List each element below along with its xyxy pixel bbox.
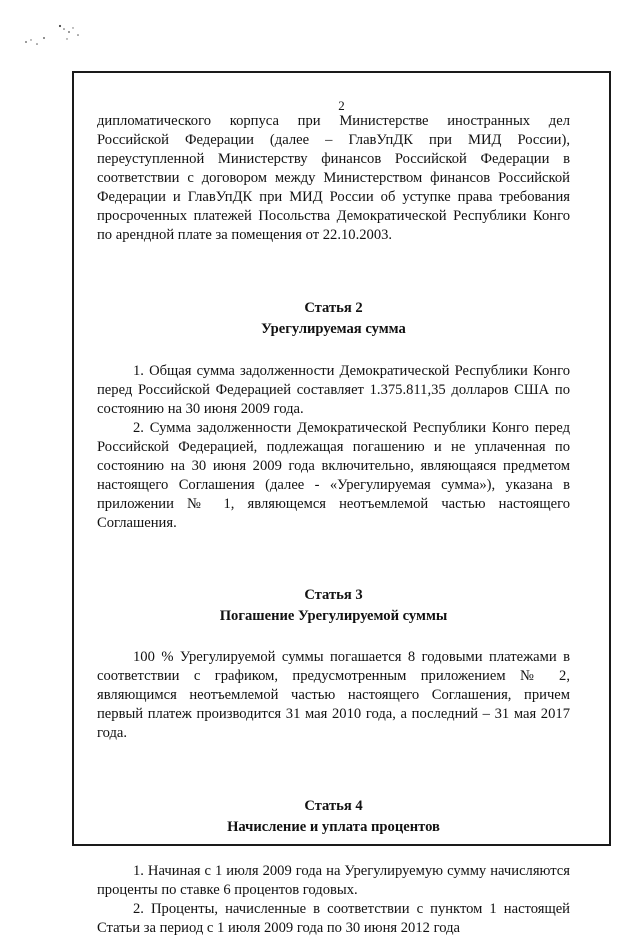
intro-paragraph: дипломатического корпуса при Министерстве иностранных дел Российской Федерации (далее – ГлавУпДК при МИД России), переуступленной Министерству финансов Российской Федерации в соответствии с договором между Министерством финансов Российской Федерации и ГлавУпДК при МИД России об уступке права требования просроченных платежей Посольства Демократической Республики Конго по арендной плате за помещения от 22.10.2003. (97, 113, 570, 243)
article-4-paragraph-1: 1. Начиная с 1 июля 2009 года на Урегулируемую сумму начисляются проценты по ставке 6 процентов годовых. (97, 863, 570, 898)
scan-noise-marks (22, 20, 92, 50)
article-2-heading (97, 298, 570, 340)
article-4-paragraph-2: 2. Проценты, начисленные в соответствии с пунктом 1 настоящей Статьи за период с 1 июля 2009 года по 30 июня 2012 года (97, 901, 570, 936)
article-2-paragraph-2: 2. Сумма задолженности Демократической Республики Конго перед Российской Федерацией, подлежащая погашению и не уплаченная по состоянию на 30 июня 2009 года включительно, являющаяся предметом настоящего Соглашения (далее - «Урегулируемая сумма»), указана в приложении № 1, являющемся неотъемлемой частью настоящего Соглашения. (97, 420, 570, 531)
article-2-paragraph-1: 1. Общая сумма задолженности Демократической Республики Конго перед Российской Федерацией составляет 1.375.811,35 долларов США по состоянию на 30 июня 2009 года. (97, 363, 570, 417)
article-4-heading (97, 796, 570, 838)
page-number: 2 (338, 98, 345, 113)
article-3-title: Погашение Урегулируемой суммы (219, 608, 448, 624)
article-2-number: Статья 2 (304, 300, 363, 316)
article-2-title: Урегулируемая сумма (261, 321, 406, 337)
document-body (97, 112, 570, 938)
article-3-number: Статья 3 (304, 587, 363, 603)
article-4-number: Статья 4 (304, 798, 363, 814)
document-page-frame (72, 71, 611, 936)
article-3-heading (97, 585, 570, 627)
article-4-title: Начисление и уплата процентов (227, 819, 440, 835)
article-3-paragraph-1: 100 % Урегулируемой суммы погашается 8 годовыми платежами в соответствии с графиком, предусмотренным приложением № 2, являющимся неотъемлемой частью настоящего Соглашения, причем первый платеж производится 31 мая 2010 года, а последний – 31 мая 2017 года. (97, 649, 570, 741)
